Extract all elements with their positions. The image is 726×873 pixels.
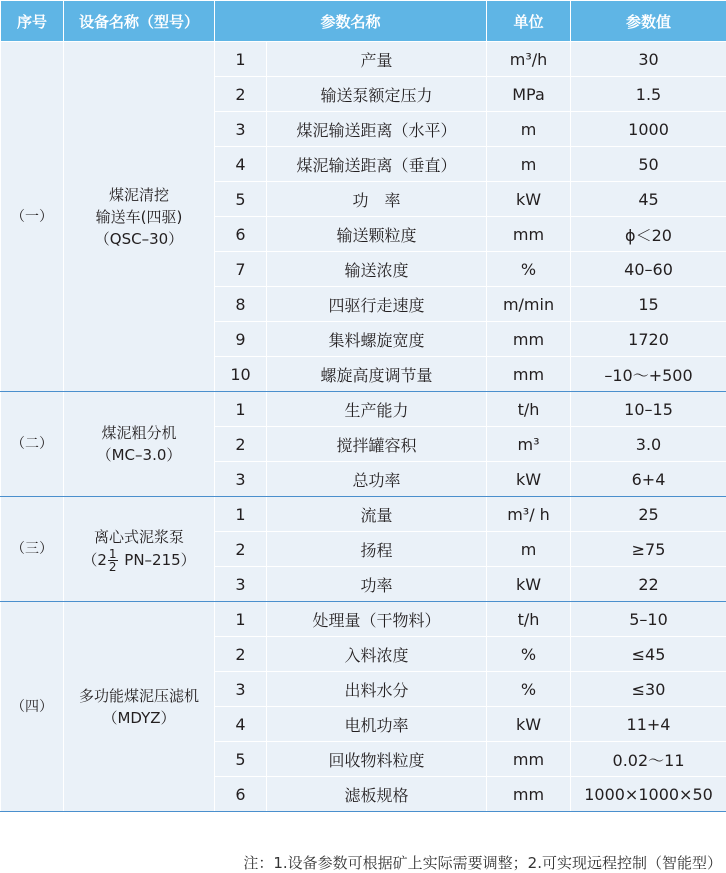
param-name: 电机功率 — [267, 707, 487, 742]
row-number: 6 — [215, 777, 267, 812]
param-value: 1000 — [571, 112, 726, 147]
group-seq: （三） — [1, 497, 64, 602]
param-unit: kW — [487, 707, 571, 742]
row-number: 1 — [215, 392, 267, 427]
param-value: 22 — [571, 567, 726, 602]
header-param-name: 参数名称 — [215, 1, 487, 42]
param-name: 输送泵额定压力 — [267, 77, 487, 112]
model-prefix: （2 — [82, 550, 107, 569]
table-row — [1, 602, 726, 637]
param-name: 功 率 — [267, 182, 487, 217]
group-seq: （二） — [1, 392, 64, 497]
table-row — [1, 392, 726, 427]
table-row — [1, 497, 726, 532]
fraction-denominator: 2 — [108, 559, 117, 574]
group-seq: （四） — [1, 602, 64, 812]
param-unit: mm — [487, 357, 571, 392]
param-value: 1720 — [571, 322, 726, 357]
param-value: 0.02～11 — [571, 742, 726, 777]
param-unit: kW — [487, 567, 571, 602]
row-number: 4 — [215, 707, 267, 742]
equipment-name-line: 离心式泥浆泵 — [93, 527, 184, 546]
param-value: ≥75 — [571, 532, 726, 567]
row-number: 10 — [215, 357, 267, 392]
row-number: 6 — [215, 217, 267, 252]
param-unit: % — [487, 252, 571, 287]
row-number: 2 — [215, 77, 267, 112]
param-unit: mm — [487, 777, 571, 812]
equipment-model: （MDYZ） — [102, 708, 176, 727]
param-value: 25 — [571, 497, 726, 532]
row-number: 1 — [215, 602, 267, 637]
param-name: 扬程 — [267, 532, 487, 567]
param-unit: m — [487, 532, 571, 567]
row-number: 3 — [215, 567, 267, 602]
param-unit: kW — [487, 462, 571, 497]
equipment-name — [64, 602, 215, 812]
param-name: 四驱行走速度 — [267, 287, 487, 322]
param-value: 5–10 — [571, 602, 726, 637]
param-value: 1.5 — [571, 77, 726, 112]
param-name: 输送浓度 — [267, 252, 487, 287]
equipment-name — [64, 392, 215, 497]
param-value: 11+4 — [571, 707, 726, 742]
param-unit: % — [487, 637, 571, 672]
row-number: 8 — [215, 287, 267, 322]
param-name: 输送颗粒度 — [267, 217, 487, 252]
param-name: 产量 — [267, 42, 487, 77]
param-unit: m³ — [487, 427, 571, 462]
row-number: 2 — [215, 427, 267, 462]
param-value: ≤45 — [571, 637, 726, 672]
table-header-row — [1, 1, 726, 42]
param-unit: MPa — [487, 77, 571, 112]
param-value: 45 — [571, 182, 726, 217]
header-seq: 序号 — [1, 1, 64, 42]
row-number: 3 — [215, 112, 267, 147]
param-name: 煤泥输送距离（垂直） — [267, 147, 487, 182]
equipment-model: （QSC–30） — [94, 229, 184, 248]
equipment-name — [64, 497, 215, 602]
param-value: 3.0 — [571, 427, 726, 462]
row-number: 9 — [215, 322, 267, 357]
equipment-name-line: 煤泥粗分机 — [101, 424, 177, 442]
footnote: 注：1.设备参数可根据矿上实际需要调整；2.可实现远程控制（智能型） — [243, 854, 722, 872]
param-name: 流量 — [267, 497, 487, 532]
param-unit: mm — [487, 322, 571, 357]
param-unit: t/h — [487, 602, 571, 637]
row-number: 5 — [215, 742, 267, 777]
row-number: 1 — [215, 42, 267, 77]
param-value: 6+4 — [571, 462, 726, 497]
fraction-numerator: 1 — [108, 546, 117, 561]
row-number: 4 — [215, 147, 267, 182]
param-name: 煤泥输送距离（水平） — [267, 112, 487, 147]
param-value: –10～+500 — [571, 357, 726, 392]
equipment-name-line: 多功能煤泥压滤机 — [78, 686, 199, 705]
param-unit: mm — [487, 217, 571, 252]
param-value: 1000×1000×50 — [571, 777, 726, 812]
param-unit: m³/ h — [487, 497, 571, 532]
param-value: ϕ＜20 — [571, 217, 726, 252]
param-name: 搅拌罐容积 — [267, 427, 487, 462]
param-unit: m/min — [487, 287, 571, 322]
row-number: 7 — [215, 252, 267, 287]
row-number: 3 — [215, 462, 267, 497]
param-unit: m — [487, 147, 571, 182]
model-fraction — [108, 548, 118, 573]
param-unit: kW — [487, 182, 571, 217]
param-unit: mm — [487, 742, 571, 777]
param-unit: m — [487, 112, 571, 147]
equipment-name — [64, 42, 215, 392]
row-number: 2 — [215, 532, 267, 567]
param-value: 10–15 — [571, 392, 726, 427]
header-value: 参数值 — [571, 1, 726, 42]
param-name: 处理量（干物料） — [267, 602, 487, 637]
model-suffix: PN–215） — [119, 550, 196, 569]
param-name: 滤板规格 — [267, 777, 487, 812]
param-value: 40–60 — [571, 252, 726, 287]
header-unit: 单位 — [487, 1, 571, 42]
param-name: 回收物料粒度 — [267, 742, 487, 777]
row-number: 5 — [215, 182, 267, 217]
param-unit: m³/h — [487, 42, 571, 77]
row-number: 3 — [215, 672, 267, 707]
header-equipment: 设备名称（型号） — [64, 1, 215, 42]
param-value: 50 — [571, 147, 726, 182]
param-name: 集料螺旋宽度 — [267, 322, 487, 357]
equipment-model — [64, 548, 214, 573]
row-number: 1 — [215, 497, 267, 532]
param-name: 出料水分 — [267, 672, 487, 707]
param-name: 入料浓度 — [267, 637, 487, 672]
group-seq: （一） — [1, 42, 64, 392]
param-value: ≤30 — [571, 672, 726, 707]
row-number: 2 — [215, 637, 267, 672]
equipment-name-line: 煤泥清挖 — [108, 185, 169, 204]
equipment-model: （MC–3.0） — [96, 446, 182, 464]
param-name: 生产能力 — [267, 392, 487, 427]
equipment-name-line: 输送车(四驱) — [95, 207, 183, 226]
param-name: 总功率 — [267, 462, 487, 497]
param-unit: % — [487, 672, 571, 707]
param-name: 功率 — [267, 567, 487, 602]
param-value: 15 — [571, 287, 726, 322]
param-unit: t/h — [487, 392, 571, 427]
param-value: 30 — [571, 42, 726, 77]
param-name: 螺旋高度调节量 — [267, 357, 487, 392]
table-row — [1, 42, 726, 77]
